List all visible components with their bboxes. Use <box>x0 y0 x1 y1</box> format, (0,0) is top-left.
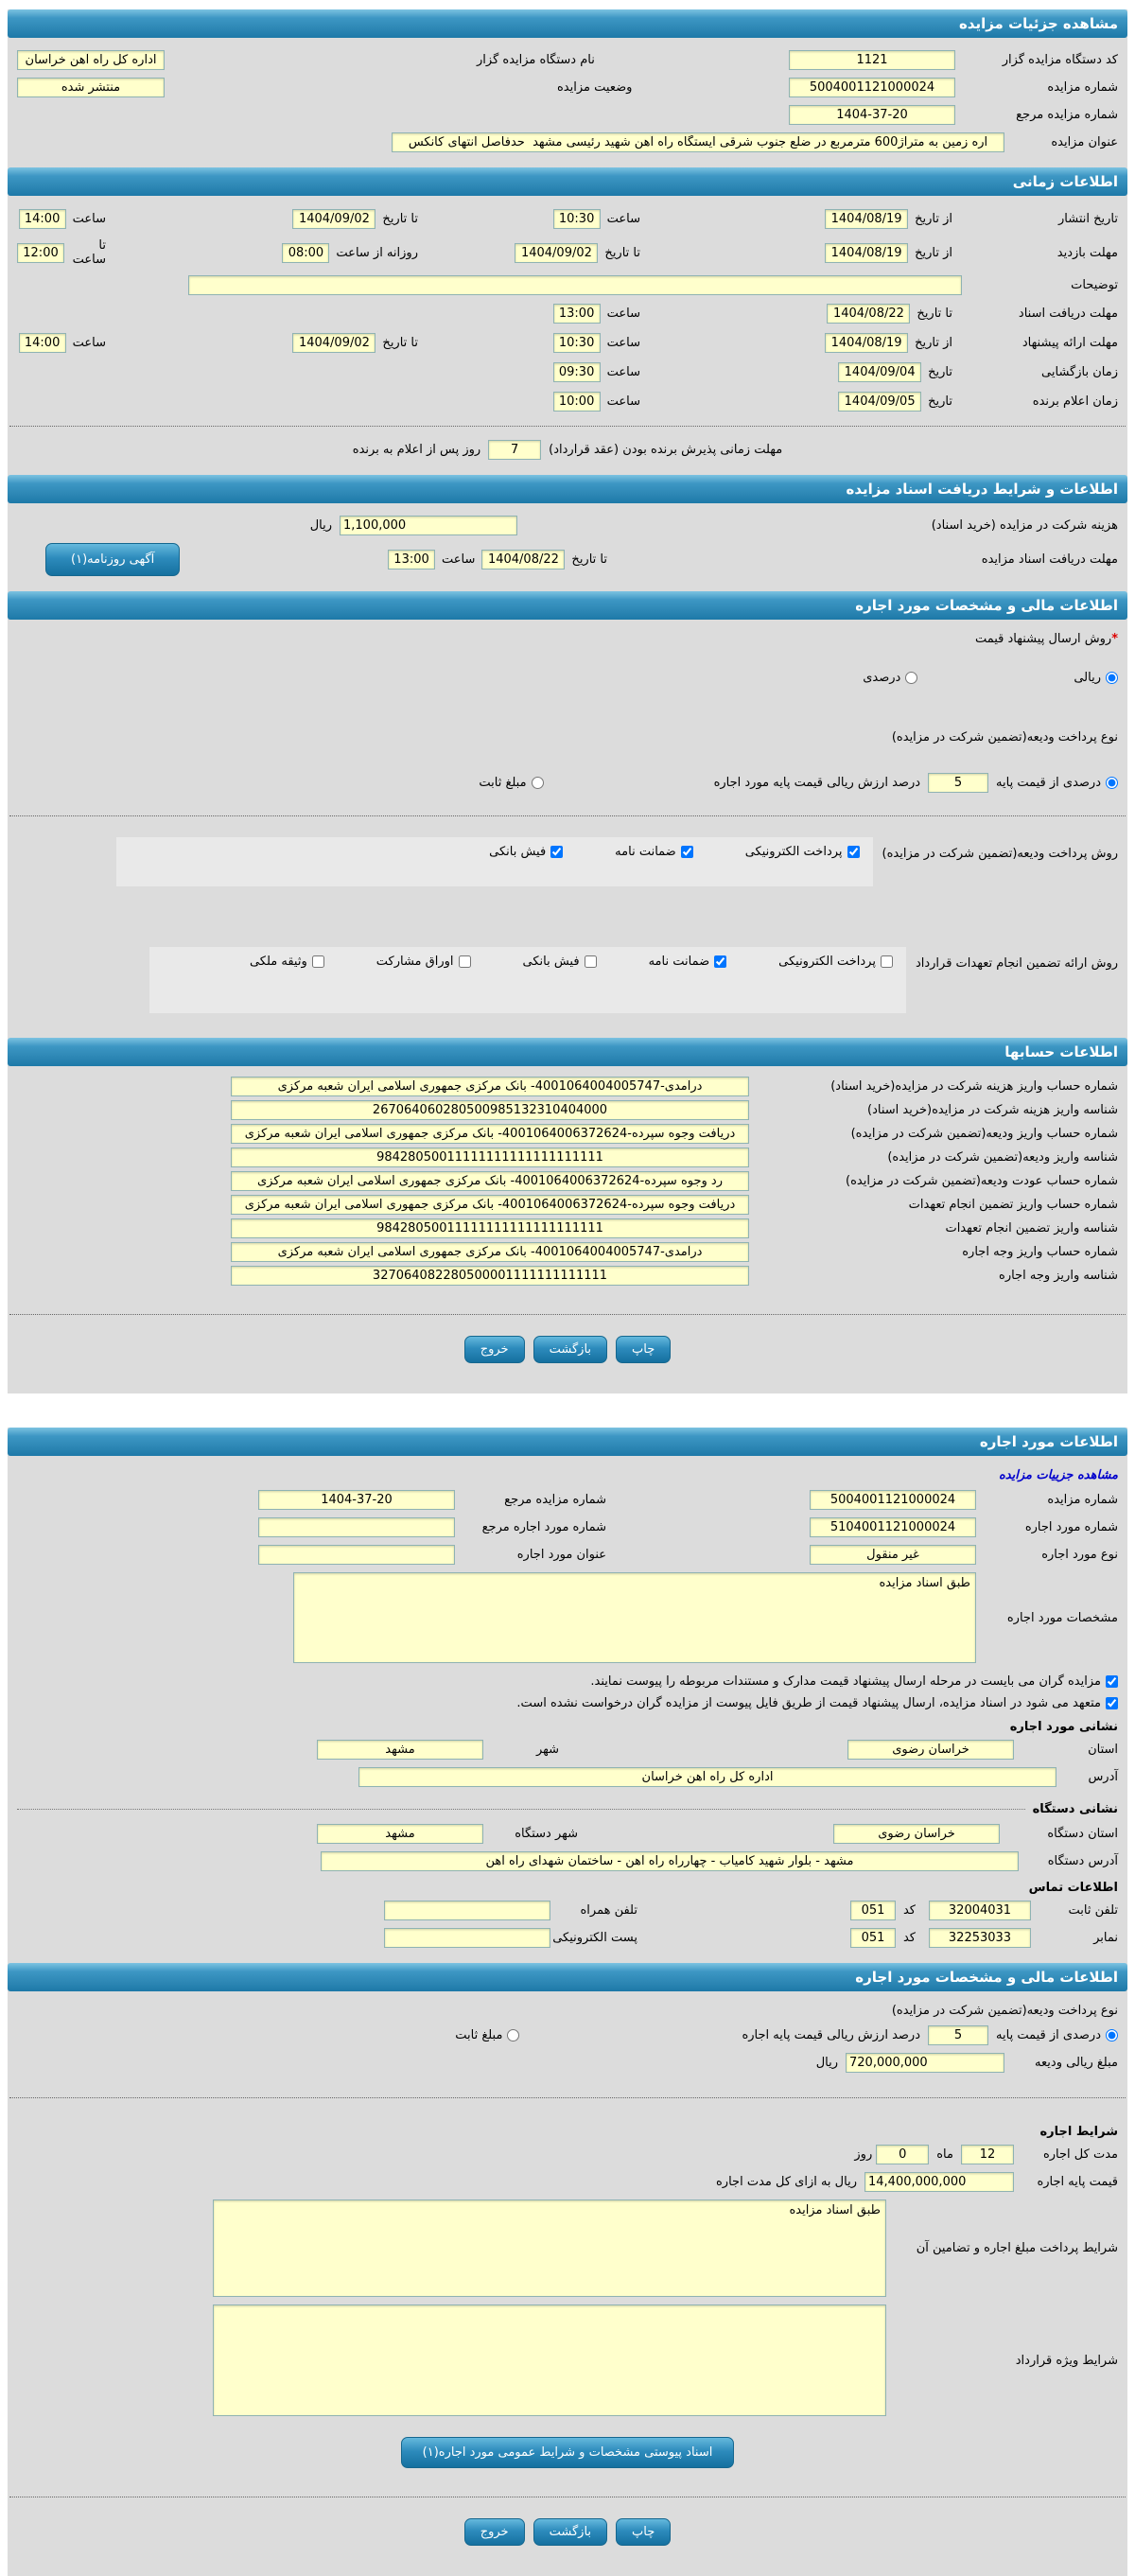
lease-auction-no-label: شماره مزایده <box>1047 1493 1118 1507</box>
time-label: ساعت <box>606 394 640 409</box>
divider <box>9 2097 1126 2098</box>
to-date-label: تا تاریخ <box>571 552 607 567</box>
deposit-fixed-radio[interactable] <box>479 776 543 790</box>
city-label: شهر <box>535 1743 559 1757</box>
card2-buttons <box>8 2507 1127 2561</box>
auction-details-card <box>8 9 1127 1393</box>
from-date-label: از تاریخ <box>915 245 952 260</box>
province-input[interactable] <box>847 1740 1014 1760</box>
publish-from-time-input[interactable] <box>553 209 601 229</box>
bidder-org-name-label: نام دستگاه مزایده گزار <box>477 53 595 67</box>
city-input[interactable] <box>317 1740 483 1760</box>
time-label: ساعت <box>606 212 640 226</box>
date-label: تاریخ <box>928 365 952 379</box>
pay-terms-label: شرایط پرداخت مبلغ اجاره و تضامین آن <box>916 2241 1118 2255</box>
org-address-label: آدرس دستگاه <box>1047 1854 1118 1868</box>
auction-number-input[interactable] <box>789 78 955 97</box>
lease-item-ref-label: شماره مورد اجاره مرجع <box>481 1520 606 1534</box>
contact-section-label: اطلاعات تماس <box>1028 1881 1118 1895</box>
participation-fee-label: هزینه شرکت در مزایده (خرید اسناد) <box>931 518 1118 533</box>
province-label: استان <box>1088 1743 1118 1757</box>
section-header-financial-1: اطلاعات مالی و مشخصات مورد اجاره <box>8 591 1127 620</box>
section-header-financial-2: اطلاعات مالی و مشخصات مورد اجاره <box>8 1963 1127 1991</box>
time-label: ساعت <box>606 336 640 350</box>
auction-number-label: شماره مزایده <box>1047 80 1118 95</box>
to-date-label: تا تاریخ <box>382 336 418 350</box>
time-label: ساعت <box>72 336 106 350</box>
address-input[interactable] <box>358 1767 1056 1787</box>
section-header-lease-info: اطلاعات مورد اجاره <box>8 1428 1127 1456</box>
lease-item-no-input[interactable] <box>810 1517 976 1537</box>
accept-deadline-label: مهلت زمانی پذیرش برنده بودن (عقد قرارداد) <box>549 443 783 457</box>
lease-auction-no-input[interactable] <box>810 1490 976 1510</box>
deposit-fixed-label: مبلغ ثابت <box>479 776 527 790</box>
lease-specs-textarea[interactable] <box>293 1572 976 1663</box>
lease-item-title-input[interactable] <box>258 1545 455 1565</box>
send-method-percent-label: درصدی <box>863 671 901 685</box>
visit-deadline-row <box>8 234 1127 272</box>
opening-time-label: زمان بازگشایی <box>1041 365 1118 379</box>
accept-deadline-suffix: روز پس از اعلام به برنده <box>352 443 481 457</box>
section-header-docs-terms: اطلاعات و شرایط دریافت اسناد مزایده <box>8 475 1127 503</box>
visit-daily-to-input[interactable] <box>17 243 64 263</box>
card-gap <box>0 1393 1135 1426</box>
docs-deadline-label: مهلت دریافت اسناد <box>1018 307 1118 321</box>
fax-code-input[interactable] <box>850 1928 896 1948</box>
account-label: شماره حساب واریز ودیعه(تضمین شرکت در مزایده) <box>850 1127 1118 1141</box>
section-header-accounts: اطلاعات حسابها <box>8 1038 1127 1066</box>
lease-days-input[interactable] <box>876 2145 929 2164</box>
account-row <box>8 1240 1127 1264</box>
section-header-view-auction: مشاهده جزئیات مزایده <box>8 9 1127 38</box>
account-label: شناسه واریز هزینه شرکت در مزایده(خرید اسناد) <box>867 1103 1118 1117</box>
time-label: ساعت <box>72 212 106 226</box>
divider <box>9 426 1126 427</box>
special-terms-label: شرایط ویژه قرارداد <box>1015 2353 1118 2368</box>
lease-item-title-label: عنوان مورد اجاره <box>516 1548 606 1562</box>
notes-label: توضیحات <box>1071 278 1118 292</box>
pay-option-electronic[interactable]: پرداخت الکترونیکی <box>745 845 860 859</box>
account-input[interactable] <box>231 1242 749 1262</box>
account-label: شناسه واریز وجه اجاره <box>999 1269 1118 1283</box>
org-city-label: شهر دستگاه <box>515 1827 578 1841</box>
notes-input[interactable] <box>188 275 962 295</box>
phone-input[interactable] <box>929 1901 1031 1920</box>
account-row <box>8 1122 1127 1146</box>
accept-deadline-input[interactable] <box>488 440 541 460</box>
docs-deadline-date-input[interactable] <box>827 304 910 324</box>
email-input[interactable] <box>384 1928 550 1948</box>
offer-deadline-row <box>8 328 1127 358</box>
lease-specs-label: مشخصات مورد اجاره <box>1006 1610 1118 1625</box>
participation-fee-input[interactable] <box>340 516 517 535</box>
to-date-label: تا تاریخ <box>604 245 640 260</box>
phone-code-label: کد <box>902 1903 916 1918</box>
send-method-percent-radio[interactable] <box>863 671 917 685</box>
back-button-2[interactable]: بازگشت <box>533 2518 607 2546</box>
section-header-timing: اطلاعات زمانی <box>8 167 1127 196</box>
lease-terms-section-label: شرایط اجاره <box>1039 2125 1118 2139</box>
deposit-percent-input-2[interactable] <box>928 2025 988 2045</box>
publish-to-date-input[interactable] <box>292 209 375 229</box>
to-time-label: تا ساعت <box>72 238 106 267</box>
docs-deadline-time-input[interactable] <box>553 304 601 324</box>
account-input[interactable] <box>231 1077 749 1096</box>
day-unit-label: روز <box>854 2147 873 2162</box>
opening-time-row <box>8 358 1127 387</box>
send-method-rial-label: ریالی <box>1074 671 1101 685</box>
pay-terms-textarea[interactable] <box>213 2199 886 2297</box>
mobile-label: تلفن همراه <box>580 1903 637 1918</box>
contract-guarantee-method-label: روش ارائه تضمین انجام تعهدات قرارداد <box>915 956 1118 971</box>
deposit-percent-radio[interactable] <box>996 776 1118 790</box>
account-input[interactable] <box>231 1148 749 1167</box>
account-input[interactable] <box>231 1195 749 1215</box>
offer-from-time-input[interactable] <box>553 333 601 353</box>
time-label: ساعت <box>442 552 476 567</box>
account-row <box>8 1169 1127 1193</box>
phone-code-input[interactable] <box>850 1901 896 1920</box>
auction-title-input[interactable] <box>392 132 1004 152</box>
opening-time-input[interactable] <box>553 362 601 382</box>
month-unit-label: ماه <box>936 2147 953 2162</box>
deposit-percent-suffix: درصد ارزش ریالی قیمت پایه مورد اجاره <box>713 776 921 790</box>
deposit-pay-method-label: روش پرداخت ودیعه(تضمین شرکت در مزایده) <box>882 847 1118 861</box>
rial-unit-label-2: ریال <box>815 2056 838 2070</box>
attach-docs-checkbox[interactable]: مزایده گران می بایست در مرحله ارسال پیشنهاد قیمت مدارک و مستندات مربوطه را پیوست نمایند. <box>590 1674 1118 1689</box>
visit-deadline-label: مهلت بازدید <box>1056 245 1118 260</box>
rial-unit-label: ریال <box>309 518 332 533</box>
winner-announce-row <box>8 387 1127 416</box>
deposit-percent-suffix-2: درصد ارزش ریالی قیمت پایه اجاره <box>742 2028 921 2042</box>
deposit-fixed-radio-2[interactable]: مبلغ ثابت <box>455 2028 519 2042</box>
fax-label: نمابر <box>1093 1931 1118 1945</box>
general-info-panel <box>8 41 1127 166</box>
accounts-panel <box>8 1069 1127 1388</box>
base-price-label: قیمت پایه اجاره <box>1037 2175 1118 2189</box>
email-label: پست الکترونیکی <box>552 1931 637 1945</box>
lease-ref-no-input[interactable] <box>258 1490 455 1510</box>
deposit-type-label: نوع پرداخت ودیعه(تضمین شرکت در مزایده) <box>891 730 1118 745</box>
lease-address-section-label: نشانی مورد اجاره <box>1009 1720 1118 1734</box>
lease-info-panel <box>8 1459 1127 1961</box>
lease-item-no-label: شماره مورد اجاره <box>1024 1520 1118 1534</box>
account-row <box>8 1146 1127 1169</box>
base-price-input[interactable] <box>864 2172 1014 2192</box>
fax-input[interactable] <box>929 1928 1031 1948</box>
account-input[interactable] <box>231 1266 749 1286</box>
auction-title-label: عنوان مزایده <box>1051 135 1118 149</box>
deposit-amount-input[interactable] <box>846 2053 1004 2073</box>
docs-receive-date-input[interactable] <box>481 550 565 570</box>
pay-option-bank-slip[interactable]: فیش بانکی <box>489 845 563 859</box>
required-asterisk: * <box>1111 632 1118 646</box>
from-date-label: از تاریخ <box>915 212 952 226</box>
from-date-label: از تاریخ <box>915 336 952 350</box>
bidder-org-code-input[interactable] <box>789 50 955 70</box>
account-label: شماره حساب واریز تضمین انجام تعهدات <box>908 1198 1118 1212</box>
reference-number-label: شماره مزایده مرجع <box>1016 108 1118 122</box>
bidder-org-code-label: کد دستگاه مزایده گزار <box>1002 53 1118 67</box>
contract-guarantee-group <box>149 947 906 1013</box>
divider <box>9 1314 1126 1315</box>
publish-from-date-input[interactable] <box>825 209 908 229</box>
fax-code-label: کد <box>902 1931 916 1945</box>
account-label: شماره حساب واریز هزینه شرکت در مزایده(خرید اسناد) <box>830 1079 1118 1094</box>
phone-label: تلفن ثابت <box>1068 1903 1118 1918</box>
visit-from-date-input[interactable] <box>825 243 908 263</box>
account-label: شناسه واریز تضمین انجام تعهدات <box>945 1221 1118 1235</box>
account-input[interactable] <box>231 1124 749 1144</box>
winner-announce-label: زمان اعلام برنده <box>1032 394 1118 409</box>
guarantee-option-participation-bonds[interactable]: اوراق مشارکت <box>376 955 471 969</box>
account-label: شماره حساب عودت ودیعه(تضمین شرکت در مزایده) <box>846 1174 1118 1188</box>
back-button[interactable]: بازگشت <box>533 1336 607 1363</box>
lease-type-input[interactable] <box>810 1545 976 1565</box>
winner-date-input[interactable] <box>838 392 921 412</box>
exit-button-2[interactable]: خروج <box>464 2518 525 2546</box>
newspaper-ad-button[interactable]: آگهی روزنامه(۱) <box>45 543 180 576</box>
lease-ref-no-label: شماره مزایده مرجع <box>504 1493 606 1507</box>
lease-item-ref-input[interactable] <box>258 1517 455 1537</box>
visit-to-date-input[interactable] <box>515 243 598 263</box>
deposit-amount-label: مبلغ ریالی ودیعه <box>1035 2056 1118 2070</box>
date-label: تاریخ <box>928 394 952 409</box>
guarantee-option-property-collateral[interactable]: وثیقه ملکی <box>250 955 324 969</box>
deposit-percent-input[interactable] <box>928 773 988 793</box>
deposit-type-label-2: نوع پرداخت ودیعه(تضمین شرکت در مزایده) <box>891 2004 1118 2018</box>
account-row <box>8 1217 1127 1240</box>
time-label: ساعت <box>606 307 640 321</box>
daily-from-label: روزانه از ساعت <box>336 245 418 260</box>
notes-row <box>8 272 1127 299</box>
opening-date-input[interactable] <box>838 362 921 382</box>
timing-panel <box>8 199 1127 473</box>
guarantee-option-guarantee-letter[interactable]: ضمانت نامه <box>649 955 727 969</box>
exit-button[interactable]: خروج <box>464 1336 525 1363</box>
attached-docs-button[interactable]: اسناد پیوستی مشخصات و شرایط عمومی مورد اجاره(۱) <box>401 2437 735 2468</box>
org-province-input[interactable] <box>833 1824 1000 1844</box>
offer-to-date-input[interactable] <box>292 333 375 353</box>
reference-number-input[interactable] <box>789 105 955 125</box>
guarantee-option-electronic[interactable]: پرداخت الکترونیکی <box>778 955 893 969</box>
publish-date-row <box>8 204 1127 234</box>
org-address-section-label: نشانی دستگاه <box>1032 1802 1118 1816</box>
account-input[interactable] <box>231 1218 749 1238</box>
publish-to-time-input[interactable] <box>19 209 66 229</box>
bidder-org-name-input[interactable] <box>17 50 165 70</box>
card1-buttons <box>8 1324 1127 1378</box>
view-auction-details-link[interactable]: مشاهده جزییات مزایده <box>998 1468 1118 1482</box>
account-row <box>8 1075 1127 1098</box>
pay-option-guarantee-letter[interactable]: ضمانت نامه <box>615 845 693 859</box>
time-label: ساعت <box>606 365 640 379</box>
docs-terms-panel <box>8 506 1127 589</box>
to-date-label: تا تاریخ <box>382 212 418 226</box>
lease-duration-label: مدت کل اجاره <box>1042 2147 1118 2162</box>
deposit-percent-label: درصدی از قیمت پایه <box>996 776 1101 790</box>
org-city-input[interactable] <box>317 1824 483 1844</box>
account-input[interactable] <box>231 1100 749 1120</box>
account-row <box>8 1193 1127 1217</box>
account-label: شماره حساب واریز وجه اجاره <box>962 1245 1118 1259</box>
account-input[interactable] <box>231 1171 749 1191</box>
deposit-pay-method-group <box>116 837 873 886</box>
print-button[interactable]: چاپ <box>616 1336 671 1363</box>
publish-date-label: تاریخ انتشار <box>1058 212 1118 226</box>
print-button-2[interactable]: چاپ <box>616 2518 671 2546</box>
lease-item-card <box>8 1428 1127 2576</box>
winner-time-input[interactable] <box>553 392 601 412</box>
auction-status-label: وضعیت مزایده <box>557 80 633 95</box>
org-address-input[interactable] <box>321 1851 1019 1871</box>
financial-panel-1 <box>8 622 1127 1036</box>
deposit-percent-radio-2[interactable]: درصدی از قیمت پایه <box>996 2028 1118 2042</box>
org-province-label: استان دستگاه <box>1047 1827 1118 1841</box>
visit-daily-from-input[interactable] <box>282 243 329 263</box>
lease-months-input[interactable] <box>961 2145 1014 2164</box>
base-price-suffix: ریال به ازای کل مدت اجاره <box>716 2175 857 2189</box>
offer-from-date-input[interactable] <box>825 333 908 353</box>
price-send-method-label: روش ارسال پیشنهاد قیمت <box>974 632 1112 646</box>
divider <box>9 815 1126 816</box>
guarantee-option-bank-slip[interactable]: فیش بانکی <box>523 955 597 969</box>
docs-receive-time-input[interactable] <box>388 550 435 570</box>
lease-type-label: نوع مورد اجاره <box>1041 1548 1118 1562</box>
no-attachment-required-checkbox[interactable]: متعهد می شود در اسناد مزایده، ارسال پیشنهاد قیمت از طریق فایل پیوست از مزایده گران درخواست نشده است. <box>516 1696 1118 1710</box>
send-method-rial-radio[interactable] <box>1074 671 1118 685</box>
docs-receive-deadline-label: مهلت دریافت اسناد مزایده <box>981 552 1118 567</box>
mobile-input[interactable] <box>384 1901 550 1920</box>
offer-to-time-input[interactable] <box>19 333 66 353</box>
offer-deadline-label: مهلت ارائه پیشنهاد <box>1022 336 1118 350</box>
docs-deadline-row <box>8 299 1127 328</box>
auction-status-input[interactable] <box>17 78 165 97</box>
account-row <box>8 1098 1127 1122</box>
account-label: شناسه واریز ودیعه(تضمین شرکت در مزایده) <box>887 1150 1118 1165</box>
address-label: آدرس <box>1088 1770 1118 1784</box>
account-row <box>8 1264 1127 1288</box>
accept-deadline-row <box>8 436 1127 464</box>
financial-panel-2 <box>8 1994 1127 2570</box>
special-terms-textarea[interactable] <box>213 2304 886 2416</box>
to-date-label: تا تاریخ <box>917 307 952 321</box>
